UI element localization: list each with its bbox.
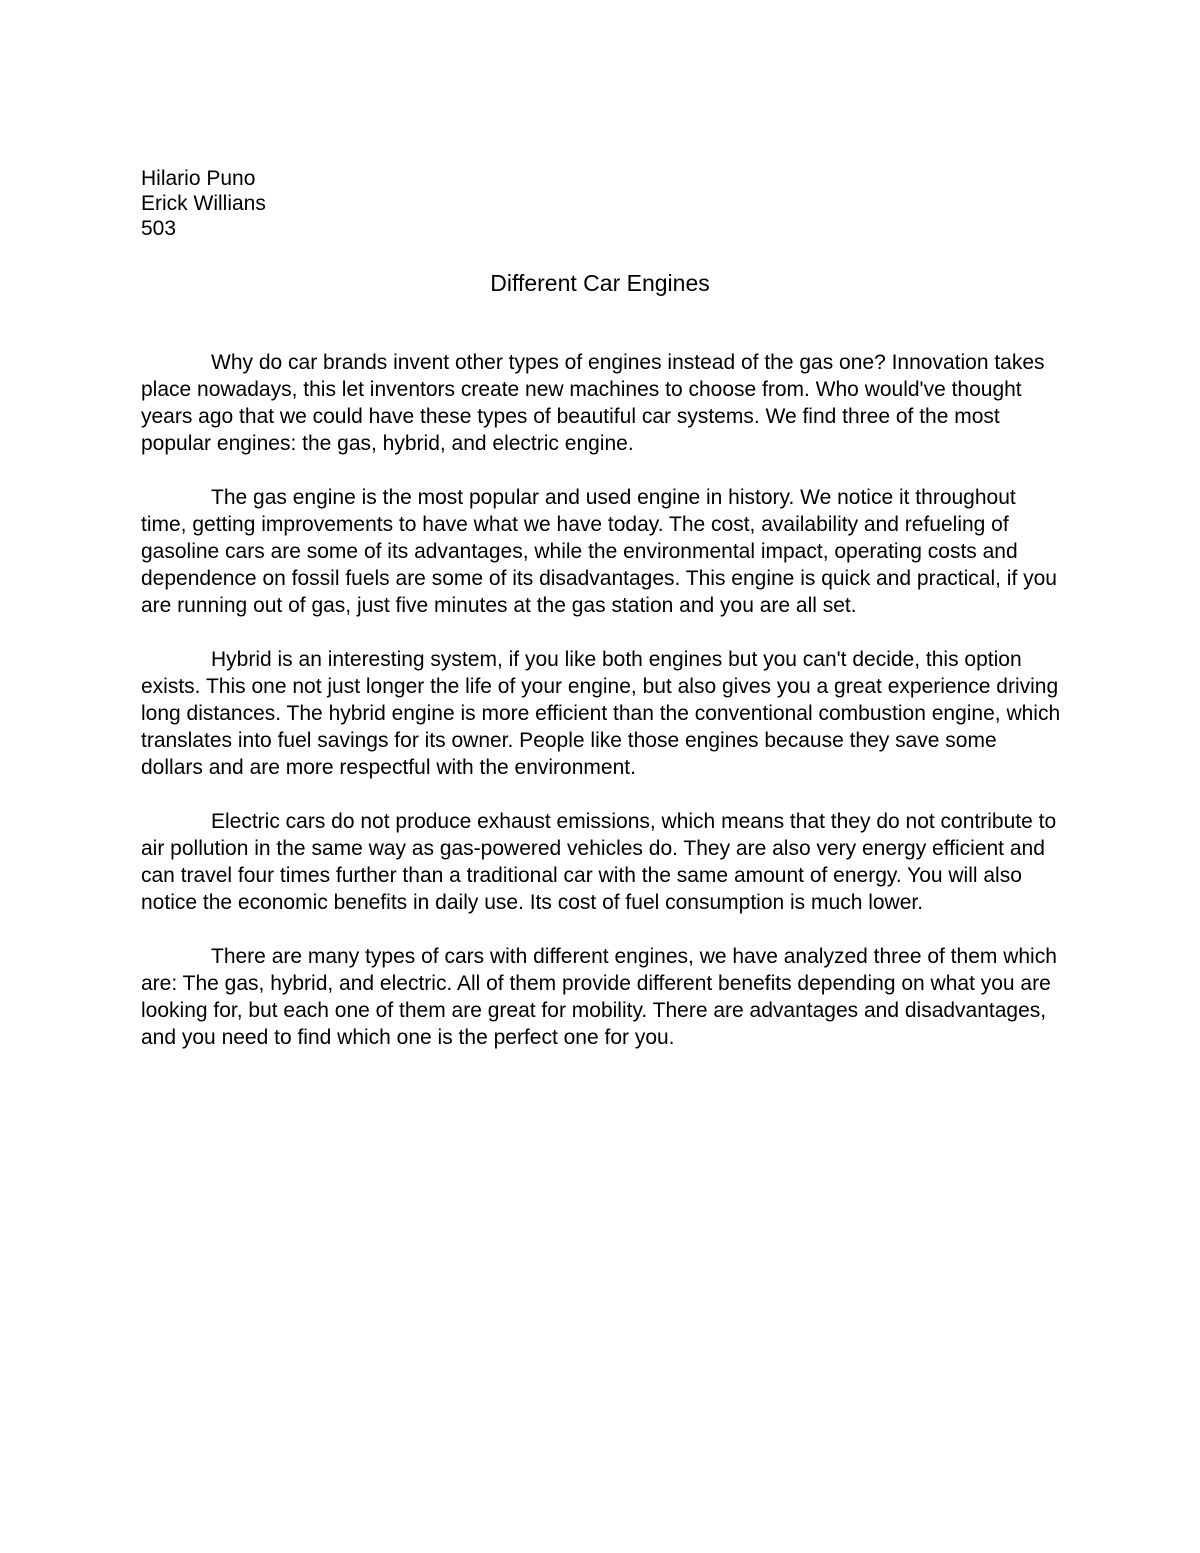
document-body — [141, 349, 1061, 1078]
paragraph-intro: Why do car brands invent other types of engines instead of the gas one? Innovation takes place nowadays, this let inventors create new machines to choose from. Who would've thought years ago that we could have these types of beautiful car systems. We find three of the most popular engines: the gas, hybrid, and electric engine. — [141, 351, 1045, 455]
author-name: Hilario Puno — [141, 167, 256, 190]
author-name: Erick Willians — [141, 192, 266, 215]
document-title: Different Car Engines — [490, 270, 710, 296]
document-header — [141, 166, 266, 241]
paragraph-gas-engine: The gas engine is the most popular and used engine in history. We notice it throughout time, getting improvements to have what we have today. The cost, availability and refueling of gasoline cars are some of its advantages, while the environmental impact, operating costs and dependence on fossil fuels are some of its disadvantages. This engine is quick and practical, if you are running out of gas, just five minutes at the gas station and you are all set. — [141, 486, 1057, 617]
paragraph-electric-engine: Electric cars do not produce exhaust emissions, which means that they do not contribute to air pollution in the same way as gas-powered vehicles do. They are also very energy efficient and can travel four times further than a traditional car with the same amount of energy. You will also notice the economic benefits in daily use. Its cost of fuel consumption is much lower. — [141, 810, 1057, 914]
class-code: 503 — [141, 217, 177, 240]
paragraph-hybrid-engine: Hybrid is an interesting system, if you like both engines but you can't decide, this option exists. This one not just longer the life of your engine, but also gives you a great experience driving long distances. The hybrid engine is more efficient than the conventional combustion engine, which translates into fuel savings for its owner. People like those engines because they save some dollars and are more respectful with the environment. — [141, 648, 1061, 779]
paragraph-conclusion: There are many types of cars with different engines, we have analyzed three of them which are: The gas, hybrid, and electric. All of them provide different benefits depending on what you are looking for, but each one of them are great for mobility. There are advantages and disadvantages, and you need to find which one is the perfect one for you. — [141, 945, 1057, 1049]
